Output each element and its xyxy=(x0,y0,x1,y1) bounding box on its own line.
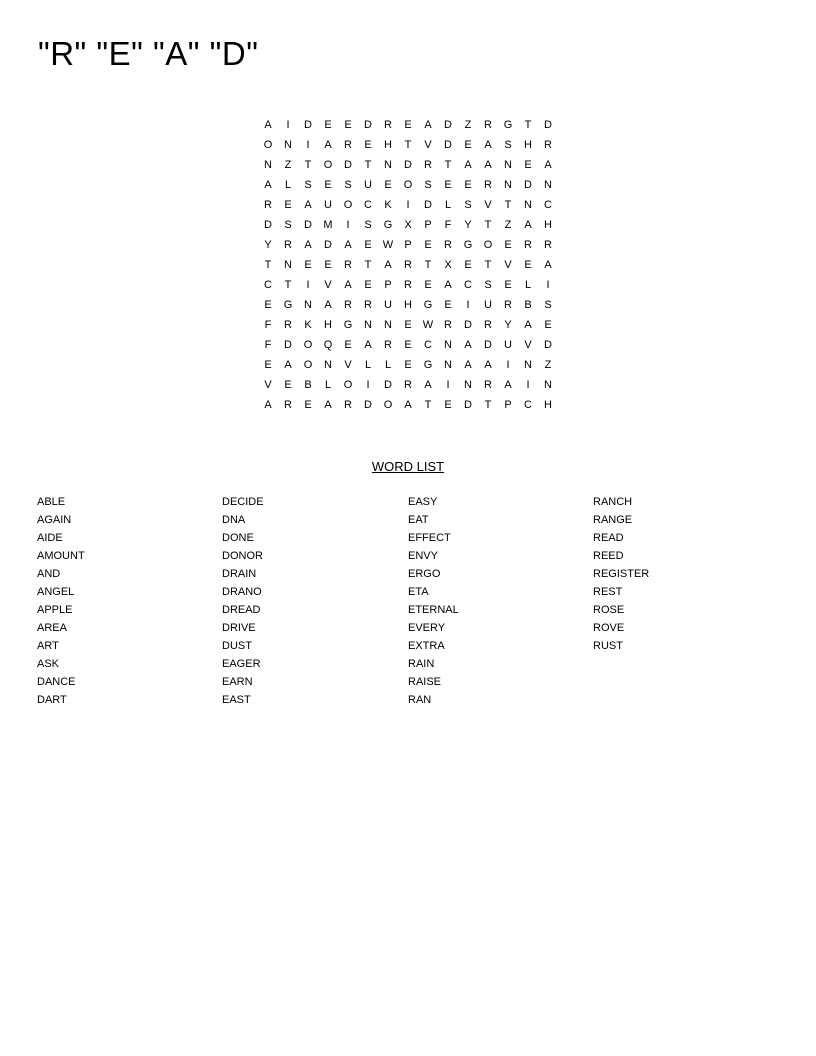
grid-letter: U xyxy=(484,299,492,311)
word-list-item: ABLE xyxy=(37,496,66,508)
grid-letter: R xyxy=(444,239,452,251)
grid-letter: E xyxy=(504,279,512,291)
grid-letter: E xyxy=(324,179,332,191)
grid-letter: R xyxy=(344,139,352,151)
grid-letter: K xyxy=(304,319,312,331)
grid-letter: T xyxy=(284,279,292,291)
grid-letter: I xyxy=(306,279,310,291)
word-list-item: RAN xyxy=(408,694,432,706)
grid-letter: S xyxy=(544,299,552,311)
grid-letter: U xyxy=(364,179,372,191)
grid-letter: O xyxy=(263,139,273,151)
grid-letter: T xyxy=(264,259,272,271)
grid-letter: R xyxy=(524,239,532,251)
grid-letter: G xyxy=(423,299,433,311)
grid-letter: A xyxy=(324,139,332,151)
grid-letter: E xyxy=(544,319,552,331)
grid-letter: P xyxy=(404,239,412,251)
word-list-item: EAST xyxy=(222,694,251,706)
word-list-item: RANGE xyxy=(593,514,633,526)
grid-letter: R xyxy=(344,399,352,411)
grid-letter: N xyxy=(464,379,472,391)
grid-letter: D xyxy=(444,139,452,151)
grid-letter: E xyxy=(404,359,412,371)
word-list-item: DRAIN xyxy=(222,568,257,580)
grid-letter: D xyxy=(464,399,472,411)
grid-letter: R xyxy=(484,319,492,331)
grid-letter: R xyxy=(364,299,372,311)
grid-letter: P xyxy=(504,399,512,411)
grid-letter: V xyxy=(424,139,432,151)
grid-letter: F xyxy=(264,319,272,331)
grid-letter: C xyxy=(264,279,272,291)
grid-letter: I xyxy=(406,199,410,211)
grid-letter: C xyxy=(544,199,552,211)
word-list-item: DUST xyxy=(222,640,252,652)
grid-letter: C xyxy=(524,399,532,411)
grid-letter: E xyxy=(384,179,392,191)
grid-letter: E xyxy=(524,159,532,171)
grid-letter: N xyxy=(384,319,392,331)
grid-letter: E xyxy=(404,119,412,131)
grid-letter: T xyxy=(444,159,452,171)
grid-letter: F xyxy=(264,339,272,351)
grid-letter: E xyxy=(344,119,352,131)
word-list-column-2 xyxy=(222,493,402,709)
grid-letter: H xyxy=(544,399,552,411)
grid-letter: D xyxy=(364,119,372,131)
grid-letter: L xyxy=(384,359,392,371)
grid-letter: R xyxy=(384,339,392,351)
grid-letter: O xyxy=(403,179,413,191)
grid-letter: E xyxy=(464,139,472,151)
grid-letter: H xyxy=(324,319,332,331)
grid-letter: I xyxy=(446,379,450,391)
grid-letter: A xyxy=(264,399,272,411)
grid-letter: O xyxy=(303,339,313,351)
grid-letter: W xyxy=(422,319,434,331)
grid-letter: M xyxy=(323,219,333,231)
grid-letter: R xyxy=(544,139,552,151)
grid-letter: X xyxy=(404,219,412,231)
grid-letter: D xyxy=(304,119,312,131)
word-list-item: RAISE xyxy=(408,676,442,688)
grid-letter: A xyxy=(424,119,432,131)
grid-letter: O xyxy=(323,159,333,171)
grid-letter: D xyxy=(364,399,372,411)
grid-letter: N xyxy=(544,179,552,191)
grid-letter: L xyxy=(524,279,532,291)
grid-letter: W xyxy=(382,239,394,251)
grid-letter: T xyxy=(504,199,512,211)
word-list-item: REGISTER xyxy=(593,568,650,580)
grid-letter: N xyxy=(264,159,272,171)
word-list-item: EASY xyxy=(408,496,438,508)
grid-letter: S xyxy=(424,179,432,191)
grid-letter: E xyxy=(444,179,452,191)
grid-letter: G xyxy=(463,239,473,251)
grid-letter: E xyxy=(364,239,372,251)
grid-letter: G xyxy=(503,119,513,131)
grid-letter: D xyxy=(444,119,452,131)
grid-letter: V xyxy=(484,199,492,211)
grid-letter: A xyxy=(384,259,392,271)
grid-letter: E xyxy=(504,239,512,251)
grid-letter: H xyxy=(544,219,552,231)
grid-letter: D xyxy=(264,219,272,231)
grid-letter: N xyxy=(384,159,392,171)
word-list-item: ERGO xyxy=(408,568,441,580)
word-list-item: DNA xyxy=(222,514,246,526)
grid-letter: V xyxy=(264,379,272,391)
grid-letter: N xyxy=(544,379,552,391)
grid-letter: O xyxy=(383,399,393,411)
grid-letter: O xyxy=(483,239,493,251)
grid-letter: D xyxy=(424,199,432,211)
grid-letter: S xyxy=(364,219,372,231)
grid-letter: T xyxy=(484,219,492,231)
grid-letter: N xyxy=(324,359,332,371)
grid-letter: X xyxy=(444,259,452,271)
grid-letter: A xyxy=(524,319,532,331)
grid-letter: E xyxy=(364,139,372,151)
grid-letter: I xyxy=(346,219,350,231)
grid-letter: Q xyxy=(323,339,333,351)
grid-letter: S xyxy=(484,279,492,291)
word-list-column-1 xyxy=(37,493,217,709)
grid-letter: L xyxy=(324,379,332,391)
word-list-item: ASK xyxy=(37,658,60,670)
word-list-column-3 xyxy=(408,493,588,709)
grid-letter: A xyxy=(344,279,352,291)
word-list-column-4 xyxy=(593,493,773,655)
grid-letter: E xyxy=(524,259,532,271)
grid-letter: D xyxy=(284,339,292,351)
grid-letter: Y xyxy=(264,239,272,251)
word-list-item: AND xyxy=(37,568,61,580)
grid-letter: E xyxy=(404,339,412,351)
word-list-item: DRIVE xyxy=(222,622,256,634)
word-list-item: AIDE xyxy=(37,532,63,544)
grid-letter: E xyxy=(444,299,452,311)
grid-letter: E xyxy=(424,239,432,251)
word-list-heading-wrap xyxy=(0,458,816,476)
grid-letter: A xyxy=(304,239,312,251)
grid-letter: D xyxy=(544,339,552,351)
grid-letter: T xyxy=(424,259,432,271)
grid-letter: I xyxy=(306,139,310,151)
word-list-item: DONOR xyxy=(222,550,263,562)
word-list-item: ROVE xyxy=(593,622,625,634)
word-list-item: RAIN xyxy=(408,658,435,670)
grid-letter: A xyxy=(284,359,292,371)
grid-letter: A xyxy=(484,159,492,171)
grid-letter: D xyxy=(324,239,332,251)
grid-letter: S xyxy=(344,179,352,191)
grid-letter: R xyxy=(384,119,392,131)
grid-letter: R xyxy=(484,119,492,131)
grid-letter: A xyxy=(464,339,472,351)
grid-letter: N xyxy=(304,299,312,311)
grid-letter: R xyxy=(444,319,452,331)
grid-letter: N xyxy=(284,139,292,151)
grid-letter: A xyxy=(464,159,472,171)
grid-letter: N xyxy=(284,259,292,271)
grid-letter: T xyxy=(524,119,532,131)
grid-letter: E xyxy=(284,199,292,211)
grid-letter: A xyxy=(424,379,432,391)
grid-letter: G xyxy=(283,299,293,311)
grid-letter: I xyxy=(366,379,370,391)
grid-letter: C xyxy=(424,339,432,351)
grid-letter: E xyxy=(324,119,332,131)
grid-letter: E xyxy=(304,259,312,271)
grid-letter: A xyxy=(464,359,472,371)
grid-letter: A xyxy=(404,399,412,411)
word-list-item: AREA xyxy=(37,622,67,634)
grid-letter: A xyxy=(504,379,512,391)
word-list-item: EAT xyxy=(408,514,429,526)
grid-letter: E xyxy=(364,279,372,291)
word-list-item: AMOUNT xyxy=(37,550,85,562)
word-list-item: ANGEL xyxy=(37,586,75,598)
word-list-item: DANCE xyxy=(37,676,76,688)
grid-letter: R xyxy=(344,259,352,271)
grid-letter: A xyxy=(324,399,332,411)
page-title: "R" "E" "A" "D" xyxy=(38,35,259,72)
grid-letter: E xyxy=(344,339,352,351)
grid-letter: G xyxy=(343,319,353,331)
grid-letter: N xyxy=(444,339,452,351)
grid-letter: D xyxy=(544,119,552,131)
grid-letter: S xyxy=(464,199,472,211)
grid-letter: N xyxy=(444,359,452,371)
grid-letter: N xyxy=(504,159,512,171)
word-list-item: RUST xyxy=(593,640,623,652)
letter-grid xyxy=(258,115,558,415)
grid-letter: N xyxy=(364,319,372,331)
word-list-heading: WORD LIST xyxy=(371,459,445,474)
grid-letter: T xyxy=(304,159,312,171)
grid-letter: V xyxy=(344,359,352,371)
grid-letter: H xyxy=(524,139,532,151)
word-list-item: READ xyxy=(593,532,624,544)
word-list-item: EAGER xyxy=(222,658,261,670)
grid-letter: A xyxy=(524,219,532,231)
grid-letter: A xyxy=(544,259,552,271)
grid-letter: N xyxy=(524,199,532,211)
grid-letter: A xyxy=(444,279,452,291)
grid-letter: D xyxy=(304,219,312,231)
grid-letter: R xyxy=(404,279,412,291)
grid-letter: T xyxy=(424,399,432,411)
grid-letter: I xyxy=(506,359,510,371)
grid-letter: A xyxy=(304,199,312,211)
grid-letter: T xyxy=(364,259,372,271)
word-list-item: DART xyxy=(37,694,67,706)
grid-letter: D xyxy=(464,319,472,331)
grid-letter: V xyxy=(324,279,332,291)
grid-letter: P xyxy=(424,219,432,231)
grid-letter: D xyxy=(484,339,492,351)
word-list-item: ART xyxy=(37,640,59,652)
grid-letter: A xyxy=(484,139,492,151)
grid-letter: T xyxy=(404,139,412,151)
grid-letter: K xyxy=(384,199,392,211)
grid-letter: R xyxy=(264,199,272,211)
word-list-item: REST xyxy=(593,586,623,598)
word-list-item: APPLE xyxy=(37,604,73,616)
grid-letter: H xyxy=(384,139,392,151)
grid-letter: O xyxy=(343,379,353,391)
grid-letter: H xyxy=(404,299,412,311)
grid-letter: R xyxy=(484,179,492,191)
grid-letter: E xyxy=(264,359,272,371)
grid-letter: R xyxy=(284,399,292,411)
grid-letter: T xyxy=(484,259,492,271)
grid-letter: V xyxy=(504,259,512,271)
grid-letter: E xyxy=(324,259,332,271)
grid-letter: Z xyxy=(544,359,552,371)
word-list-item: ETA xyxy=(408,586,429,598)
word-list-item: EFFECT xyxy=(408,532,451,544)
grid-letter: R xyxy=(344,299,352,311)
grid-letter: S xyxy=(304,179,312,191)
word-list-item: AGAIN xyxy=(37,514,72,526)
grid-letter: C xyxy=(364,199,372,211)
grid-letter: R xyxy=(284,239,292,251)
word-list-item: REED xyxy=(593,550,624,562)
word-list-item: DRANO xyxy=(222,586,262,598)
grid-letter: A xyxy=(344,239,352,251)
grid-letter: U xyxy=(324,199,332,211)
grid-letter: B xyxy=(524,299,532,311)
grid-letter: A xyxy=(264,179,272,191)
grid-letter: S xyxy=(504,139,512,151)
grid-letter: L xyxy=(444,199,452,211)
word-list-item: EXTRA xyxy=(408,640,445,652)
grid-letter: A xyxy=(544,159,552,171)
grid-letter: A xyxy=(484,359,492,371)
grid-letter: E xyxy=(264,299,272,311)
word-list-item: DECIDE xyxy=(222,496,264,508)
grid-letter: Z xyxy=(504,219,512,231)
grid-letter: G xyxy=(423,359,433,371)
grid-letter: R xyxy=(404,259,412,271)
grid-letter: C xyxy=(464,279,472,291)
word-list-item: DONE xyxy=(222,532,254,544)
grid-letter: R xyxy=(404,379,412,391)
grid-letter: E xyxy=(424,279,432,291)
grid-letter: E xyxy=(304,399,312,411)
word-list-item: ETERNAL xyxy=(408,604,459,616)
grid-letter: L xyxy=(284,179,292,191)
grid-letter: U xyxy=(384,299,392,311)
grid-letter: R xyxy=(484,379,492,391)
word-list-item: EARN xyxy=(222,676,253,688)
grid-letter: D xyxy=(404,159,412,171)
grid-letter: N xyxy=(504,179,512,191)
grid-letter: E xyxy=(464,259,472,271)
grid-letter: E xyxy=(464,179,472,191)
grid-letter: Z xyxy=(464,119,472,131)
grid-letter: T xyxy=(364,159,372,171)
grid-letter: T xyxy=(484,399,492,411)
grid-letter: I xyxy=(466,299,470,311)
grid-letter: L xyxy=(364,359,372,371)
grid-letter: I xyxy=(286,119,290,131)
word-list-item: ENVY xyxy=(408,550,438,562)
grid-letter: B xyxy=(304,379,312,391)
grid-letter: I xyxy=(526,379,530,391)
grid-letter: P xyxy=(384,279,392,291)
grid-letter: O xyxy=(343,199,353,211)
grid-letter: S xyxy=(284,219,292,231)
word-list-item: EVERY xyxy=(408,622,446,634)
grid-letter: E xyxy=(404,319,412,331)
grid-letter: R xyxy=(424,159,432,171)
grid-letter: G xyxy=(383,219,393,231)
grid-letter: I xyxy=(546,279,550,291)
word-list-item: RANCH xyxy=(593,496,633,508)
grid-letter: A xyxy=(324,299,332,311)
word-list-item: ROSE xyxy=(593,604,625,616)
grid-letter: V xyxy=(524,339,532,351)
grid-letter: O xyxy=(303,359,313,371)
grid-letter: A xyxy=(264,119,272,131)
grid-letter: N xyxy=(524,359,532,371)
grid-letter: R xyxy=(544,239,552,251)
grid-letter: R xyxy=(504,299,512,311)
grid-letter: Y xyxy=(464,219,472,231)
grid-letter: E xyxy=(284,379,292,391)
grid-letter: R xyxy=(284,319,292,331)
grid-letter: D xyxy=(524,179,532,191)
grid-letter: D xyxy=(384,379,392,391)
grid-letter: Z xyxy=(284,159,292,171)
grid-letter: E xyxy=(444,399,452,411)
grid-letter: D xyxy=(344,159,352,171)
grid-letter: F xyxy=(444,219,452,231)
grid-letter: A xyxy=(364,339,372,351)
grid-letter: Y xyxy=(504,319,512,331)
word-list-item: DREAD xyxy=(222,604,261,616)
grid-letter: U xyxy=(504,339,512,351)
